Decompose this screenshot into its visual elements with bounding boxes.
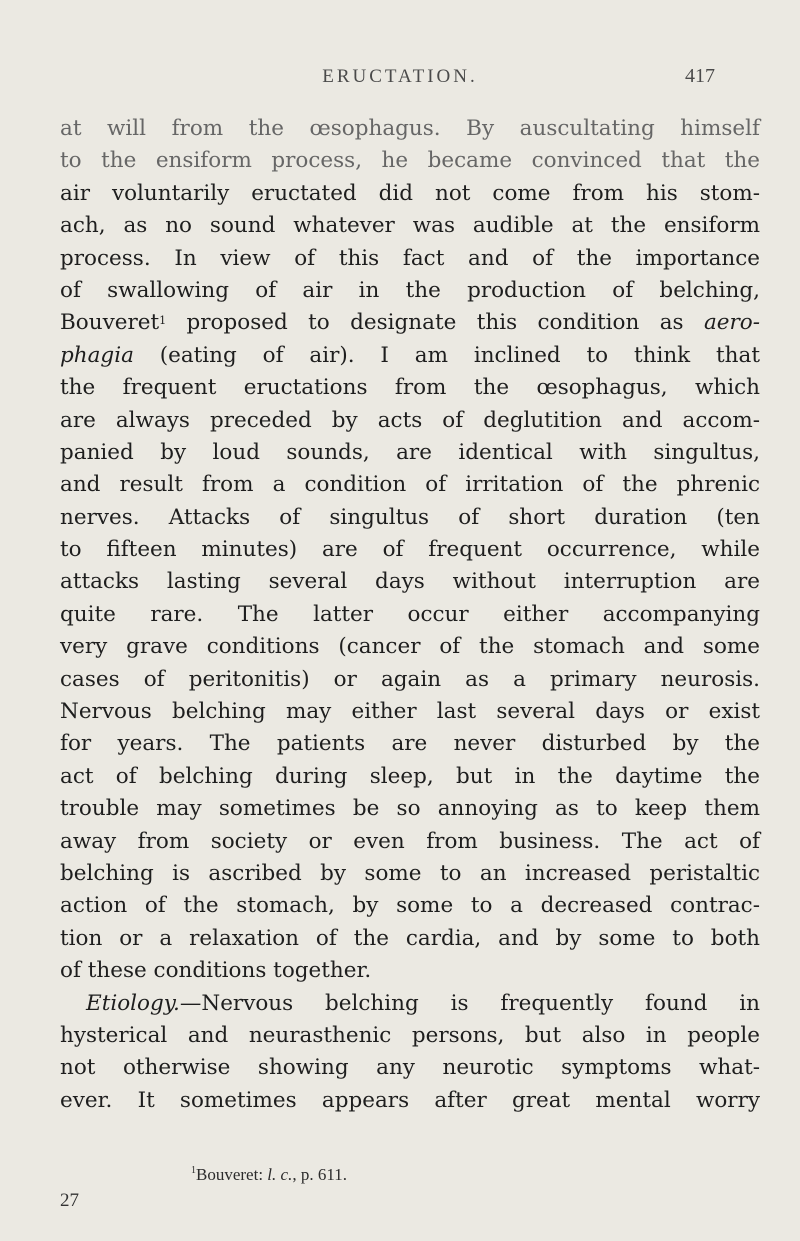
text-line: belching is ascribed by some to an increased peristaltic bbox=[60, 860, 760, 886]
footnote-text: Bouveret: bbox=[196, 1165, 268, 1184]
author-name: Bouveret bbox=[60, 310, 160, 336]
text-line: air voluntarily eructated did not come from his stom- bbox=[60, 180, 760, 206]
text-line: to fifteen minutes) are of frequent occurrence, while bbox=[60, 537, 760, 563]
text-segment: —Nervous belching is frequently found in bbox=[179, 990, 760, 1016]
text-segment: proposed to designate this condition as bbox=[166, 310, 704, 336]
text-line: not otherwise showing any neurotic symptoms what- bbox=[60, 1055, 760, 1081]
text-line: away from society or even from business. The act of bbox=[60, 828, 760, 854]
text-line: process. In view of this fact and of the importance bbox=[60, 245, 760, 271]
text-line: to the ensiform process, he became convinced that the bbox=[60, 148, 760, 174]
page-number: 417 bbox=[685, 65, 715, 87]
footnote-citation: l. c. bbox=[267, 1165, 293, 1184]
text-line: for years. The patients are never disturbed by the bbox=[60, 731, 760, 757]
text-line: hysterical and neurasthenic persons, but also in people bbox=[60, 1022, 760, 1048]
text-line: are always preceded by acts of deglutition and accom- bbox=[60, 407, 760, 433]
text-line: ach, as no sound whatever was audible at the ensiform bbox=[60, 213, 760, 239]
text-line: the frequent eructations from the œsophagus, which bbox=[60, 375, 760, 401]
footnote bbox=[191, 1165, 347, 1185]
text-line: very grave conditions (cancer of the stomach and some bbox=[60, 634, 760, 660]
italic-term: aero- bbox=[703, 310, 760, 336]
running-head-title: ERUCTATION. bbox=[322, 66, 478, 87]
text-line bbox=[60, 307, 760, 339]
text-line: attacks lasting several days without interruption are bbox=[60, 569, 760, 595]
text-line: at will from the œsophagus. By auscultating himself bbox=[60, 116, 760, 141]
footnote-marker: 1 bbox=[191, 1165, 196, 1176]
footnote-page: , p. 611. bbox=[292, 1165, 347, 1184]
section-heading: Etiology. bbox=[86, 990, 180, 1016]
section-heading-line bbox=[60, 988, 760, 1020]
text-line bbox=[60, 340, 760, 372]
text-segment: (eating of air). I am inclined to think that bbox=[133, 342, 760, 368]
text-line: action of the stomach, by some to a decreased contrac- bbox=[60, 893, 760, 919]
text-line: trouble may sometimes be so annoying as to keep them bbox=[60, 796, 760, 822]
text-line: quite rare. The latter occur either accompanying bbox=[60, 601, 760, 627]
running-head bbox=[0, 60, 800, 90]
text-line: ever. It sometimes appears after great mental worry bbox=[60, 1087, 760, 1113]
signature-mark: 27 bbox=[60, 1190, 79, 1211]
body-text bbox=[60, 113, 760, 1117]
text-line: and result from a condition of irritation of the phrenic bbox=[60, 472, 760, 498]
text-line: panied by loud sounds, are identical with singultus, bbox=[60, 439, 760, 465]
text-line: tion or a relaxation of the cardia, and by some to both bbox=[60, 925, 760, 951]
italic-term: phagia bbox=[60, 342, 134, 368]
text-line: cases of peritonitis) or again as a primary neurosis. bbox=[60, 666, 760, 692]
text-line: Nervous belching may either last several days or exist bbox=[60, 699, 760, 725]
text-line: nerves. Attacks of singultus of short duration (ten bbox=[60, 504, 760, 530]
text-line: act of belching during sleep, but in the daytime the bbox=[60, 763, 760, 789]
text-line: of swallowing of air in the production of belching, bbox=[60, 277, 760, 303]
text-line: of these conditions together. bbox=[60, 958, 372, 984]
footnote-reference: 1 bbox=[159, 314, 167, 328]
